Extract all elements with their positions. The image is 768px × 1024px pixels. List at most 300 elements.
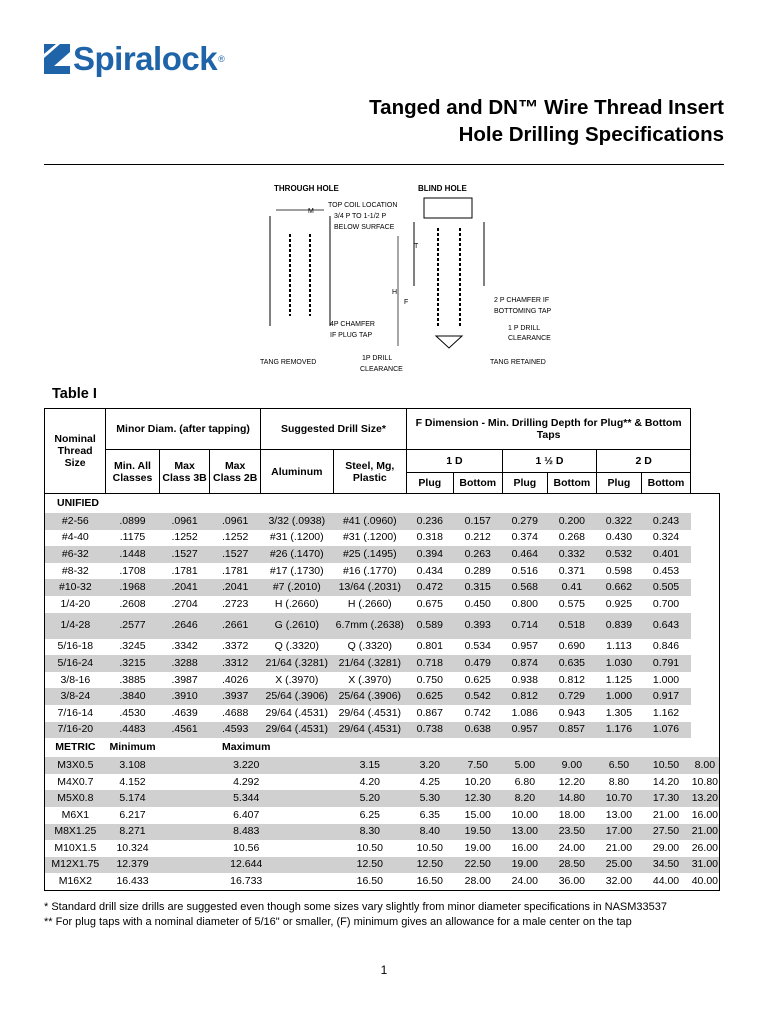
row-thread-size: M4X0.7 bbox=[57, 775, 94, 788]
table-row bbox=[45, 757, 720, 774]
table-row bbox=[45, 873, 720, 890]
row-cell: 0.750 bbox=[416, 673, 443, 686]
row-cell: 14.20 bbox=[652, 775, 680, 788]
table-row bbox=[45, 639, 720, 656]
row-cell: 6.25 bbox=[359, 808, 381, 821]
row-cell: 0.430 bbox=[605, 531, 633, 544]
table-row bbox=[45, 807, 720, 824]
row-cell: 0.322 bbox=[597, 513, 642, 530]
row-cell: .1527 bbox=[210, 546, 261, 563]
row-cell: 24.00 bbox=[558, 841, 585, 854]
row-cell: 0.472 bbox=[406, 579, 453, 596]
row-thread-size: #6-32 bbox=[45, 546, 106, 563]
row-cell: 26.00 bbox=[691, 841, 718, 854]
row-cell: H (.2660) bbox=[274, 597, 319, 610]
row-cell: .3342 bbox=[171, 640, 198, 653]
row-cell: 6.7mm (.2638) bbox=[333, 613, 406, 639]
row-cell: 0.801 bbox=[416, 640, 443, 653]
row-cell: .2661 bbox=[210, 613, 261, 639]
row-cell: 13/64 (.2031) bbox=[333, 579, 406, 596]
row-cell: 19.50 bbox=[453, 824, 502, 841]
title-line-2: Hole Drilling Specifications bbox=[458, 123, 724, 146]
header-max-2b: Max Class 2B bbox=[210, 450, 261, 494]
row-cell: 4.25 bbox=[419, 775, 441, 788]
row-cell: 16.00 bbox=[511, 841, 538, 854]
row-cell: 0.453 bbox=[652, 564, 680, 577]
row-cell: 0.568 bbox=[502, 579, 547, 596]
row-cell: #26 (.1470) bbox=[260, 546, 333, 563]
table-row bbox=[45, 546, 720, 563]
row-cell: 0.318 bbox=[416, 531, 443, 544]
row-cell: 32.00 bbox=[605, 875, 633, 888]
row-cell: 0.938 bbox=[511, 673, 538, 686]
hole-diagram bbox=[246, 176, 552, 380]
row-cell: 0.315 bbox=[453, 579, 502, 596]
row-cell: 0.542 bbox=[453, 688, 502, 705]
row-thread-size: M12X1.75 bbox=[45, 857, 106, 874]
row-cell: .4593 bbox=[210, 722, 261, 739]
row-cell: #31 (.1200) bbox=[342, 531, 397, 544]
row-cell: 29/64 (.4531) bbox=[265, 706, 329, 719]
row-thread-size: M8X1.25 bbox=[45, 824, 106, 841]
row-cell: 12.20 bbox=[558, 775, 585, 788]
row-cell: 16.50 bbox=[416, 875, 443, 888]
table-row bbox=[45, 596, 720, 613]
row-cell: 19.00 bbox=[502, 857, 547, 874]
row-cell: #16 (.1770) bbox=[342, 564, 397, 577]
row-cell: 10.20 bbox=[464, 775, 491, 788]
row-cell: .0899 bbox=[106, 513, 160, 530]
row-cell: 0.157 bbox=[453, 513, 502, 530]
row-cell: .1781 bbox=[171, 564, 198, 577]
row-cell: 29/64 (.4531) bbox=[333, 722, 406, 739]
row-cell: 0.575 bbox=[558, 597, 585, 610]
row-cell: 6.80 bbox=[514, 775, 536, 788]
table-row bbox=[45, 857, 720, 874]
row-cell: 29.00 bbox=[652, 841, 680, 854]
row-cell: 29/64 (.4531) bbox=[338, 706, 402, 719]
row-cell: 4.152 bbox=[119, 775, 146, 788]
row-cell: 0.867 bbox=[416, 706, 443, 719]
row-cell: 3.220 bbox=[159, 757, 333, 774]
header-bottom: Bottom bbox=[641, 473, 690, 494]
row-thread-size: 3/8-16 bbox=[60, 673, 91, 686]
header-plug: Plug bbox=[597, 473, 642, 494]
row-cell: #41 (.0960) bbox=[333, 513, 406, 530]
row-thread-size: 7/16-14 bbox=[57, 706, 94, 719]
diagram-top-coil-3: BELOW SURFACE bbox=[334, 224, 395, 231]
section-unified: UNIFIED bbox=[57, 497, 99, 509]
row-cell: #7 (.2010) bbox=[260, 579, 333, 596]
brand-name: Spiralock bbox=[73, 40, 218, 77]
row-cell: 0.675 bbox=[416, 597, 443, 610]
row-cell: 6.35 bbox=[419, 808, 441, 821]
row-cell: 0.243 bbox=[641, 513, 690, 530]
row-cell: 36.00 bbox=[558, 875, 585, 888]
diagram-drill-clear-r1: 1 P DRILL bbox=[508, 325, 541, 332]
row-cell: 8.40 bbox=[406, 824, 453, 841]
row-cell: 0.635 bbox=[547, 655, 596, 672]
row-cell: 3/32 (.0938) bbox=[260, 513, 333, 530]
row-cell: 0.505 bbox=[641, 579, 690, 596]
row-cell: 21/64 (.3281) bbox=[260, 655, 333, 672]
page-number: 1 bbox=[380, 963, 388, 977]
table-row bbox=[45, 824, 720, 841]
row-cell: #17 (.1730) bbox=[269, 564, 324, 577]
row-cell: 8.483 bbox=[159, 824, 333, 841]
row-cell: 0.714 bbox=[502, 613, 547, 639]
spiralock-logo-icon bbox=[44, 44, 70, 74]
row-cell: 6.217 bbox=[119, 808, 146, 821]
row-cell: 10.70 bbox=[597, 790, 642, 807]
header-aluminum: Aluminum bbox=[260, 450, 333, 494]
row-thread-size: 1/4-20 bbox=[60, 597, 91, 610]
row-cell: 3.15 bbox=[333, 757, 406, 774]
row-cell: 8.271 bbox=[106, 824, 160, 841]
diagram-f-label: F bbox=[404, 299, 409, 306]
row-cell: 10.56 bbox=[233, 841, 260, 854]
row-cell: 0.268 bbox=[558, 531, 585, 544]
row-cell: 23.50 bbox=[547, 824, 596, 841]
header-min-all: Min. All Classes bbox=[106, 450, 160, 494]
table-row bbox=[45, 613, 720, 639]
row-cell: 21.00 bbox=[691, 824, 720, 841]
row-cell: .4688 bbox=[222, 706, 249, 719]
row-cell: 28.00 bbox=[464, 875, 491, 888]
header-bottom: Bottom bbox=[547, 473, 596, 494]
row-cell: 9.00 bbox=[547, 757, 596, 774]
diagram-blind-hole-label: BLIND HOLE bbox=[418, 184, 467, 193]
row-cell: 0.450 bbox=[464, 597, 491, 610]
table-row bbox=[45, 513, 720, 530]
row-cell: 8.20 bbox=[502, 790, 547, 807]
row-thread-size: #2-56 bbox=[45, 513, 106, 530]
row-cell: 10.50 bbox=[356, 841, 383, 854]
diagram-h-label: H bbox=[392, 289, 398, 296]
row-cell: 1.305 bbox=[605, 706, 633, 719]
row-cell: 5.20 bbox=[333, 790, 406, 807]
title-divider bbox=[44, 164, 724, 165]
row-cell: 4.292 bbox=[233, 775, 260, 788]
row-cell: 0.625 bbox=[406, 688, 453, 705]
diagram-tang-removed: TANG REMOVED bbox=[260, 359, 317, 366]
row-cell: 0.518 bbox=[547, 613, 596, 639]
row-thread-size: #4-40 bbox=[61, 531, 89, 544]
row-cell: 0.200 bbox=[547, 513, 596, 530]
diagram-top-coil-1: TOP COIL LOCATION bbox=[328, 202, 398, 209]
row-cell: 0.738 bbox=[406, 722, 453, 739]
header-nominal: Nominal Thread Size bbox=[45, 409, 106, 494]
footnotes bbox=[44, 900, 667, 930]
row-cell: 29/64 (.4531) bbox=[260, 722, 333, 739]
row-cell: 0.625 bbox=[464, 673, 491, 686]
row-cell: 12.50 bbox=[406, 857, 453, 874]
row-cell: 1.086 bbox=[511, 706, 538, 719]
row-thread-size: 5/16-18 bbox=[57, 640, 94, 653]
row-cell: .4026 bbox=[222, 673, 249, 686]
row-cell: .0961 bbox=[159, 513, 210, 530]
header-minor: Minor Diam. (after tapping) bbox=[106, 409, 261, 450]
row-cell: 0.812 bbox=[558, 673, 585, 686]
row-cell: .3987 bbox=[171, 673, 198, 686]
metric-max-label: Maximum bbox=[221, 741, 271, 754]
table-row bbox=[45, 530, 720, 547]
row-cell: .4561 bbox=[159, 722, 210, 739]
row-cell: .2723 bbox=[222, 597, 249, 610]
table-row bbox=[45, 672, 720, 689]
row-cell: 16.50 bbox=[356, 875, 383, 888]
row-cell: 0.589 bbox=[406, 613, 453, 639]
row-cell: 0.917 bbox=[641, 688, 690, 705]
row-cell: 34.50 bbox=[641, 857, 690, 874]
header-drill: Suggested Drill Size* bbox=[260, 409, 406, 450]
row-cell: 0.236 bbox=[406, 513, 453, 530]
row-cell: 8.00 bbox=[691, 757, 720, 774]
row-cell: 1.176 bbox=[597, 722, 642, 739]
row-cell: 44.00 bbox=[652, 875, 680, 888]
header-1-5d: 1 ½ D bbox=[502, 450, 596, 473]
row-cell: .3215 bbox=[106, 655, 160, 672]
row-cell: .1781 bbox=[222, 564, 249, 577]
row-cell: .4639 bbox=[171, 706, 198, 719]
table-row bbox=[45, 579, 720, 596]
header-plug: Plug bbox=[502, 473, 547, 494]
row-cell: 13.00 bbox=[605, 808, 633, 821]
row-cell: 0.662 bbox=[597, 579, 642, 596]
row-cell: 1.076 bbox=[641, 722, 690, 739]
row-cell: 0.598 bbox=[605, 564, 633, 577]
footnote-1: * Standard drill size drills are suggested even though some sizes vary slightly from minor diameter specifications in NASM33537 bbox=[44, 901, 668, 913]
row-cell: .2041 bbox=[159, 579, 210, 596]
row-cell: 0.516 bbox=[511, 564, 538, 577]
row-cell: .3288 bbox=[159, 655, 210, 672]
row-cell: 1.162 bbox=[652, 706, 680, 719]
row-cell: 25/64 (.3906) bbox=[260, 688, 333, 705]
row-cell: 0.925 bbox=[605, 597, 633, 610]
row-cell: 0.812 bbox=[502, 688, 547, 705]
row-cell: 17.00 bbox=[597, 824, 642, 841]
row-cell: 0.371 bbox=[558, 564, 585, 577]
row-cell: 0.718 bbox=[406, 655, 453, 672]
row-cell: 0.324 bbox=[652, 531, 680, 544]
row-cell: 0.534 bbox=[464, 640, 491, 653]
row-cell: 8.30 bbox=[333, 824, 406, 841]
header-2d: 2 D bbox=[597, 450, 691, 473]
diagram-drill-clear-b2: CLEARANCE bbox=[360, 366, 403, 373]
row-cell: 12.644 bbox=[159, 857, 333, 874]
row-cell: 0.638 bbox=[453, 722, 502, 739]
row-cell: 0.874 bbox=[502, 655, 547, 672]
drilling-spec-table bbox=[44, 408, 720, 891]
row-cell: 24.00 bbox=[511, 875, 538, 888]
row-cell: 19.00 bbox=[464, 841, 491, 854]
row-cell: 0.957 bbox=[511, 640, 538, 653]
row-cell: 1.125 bbox=[605, 673, 633, 686]
row-cell: #31 (.1200) bbox=[269, 531, 324, 544]
row-cell: 0.800 bbox=[511, 597, 538, 610]
row-cell: .2608 bbox=[119, 597, 146, 610]
row-cell: 6.407 bbox=[233, 808, 260, 821]
row-cell: 6.50 bbox=[597, 757, 642, 774]
diagram-chamfer-bottom-2: BOTTOMING TAP bbox=[494, 308, 552, 315]
row-cell: .3910 bbox=[159, 688, 210, 705]
row-cell: .4530 bbox=[119, 706, 146, 719]
title-line-1: Tanged and DN™ Wire Thread Insert bbox=[369, 96, 724, 119]
row-cell: Q (.3320) bbox=[347, 640, 392, 653]
row-cell: 0.839 bbox=[597, 613, 642, 639]
row-cell: 10.324 bbox=[116, 841, 149, 854]
row-cell: .3937 bbox=[210, 688, 261, 705]
row-cell: 12.50 bbox=[333, 857, 406, 874]
row-cell: 0.857 bbox=[547, 722, 596, 739]
row-cell: 0.729 bbox=[547, 688, 596, 705]
row-thread-size: 1/4-28 bbox=[45, 613, 106, 639]
row-cell: 0.374 bbox=[511, 531, 538, 544]
row-cell: 0.263 bbox=[453, 546, 502, 563]
row-cell: .3885 bbox=[119, 673, 146, 686]
row-cell: .3312 bbox=[210, 655, 261, 672]
row-cell: 3.20 bbox=[406, 757, 453, 774]
row-cell: 40.00 bbox=[691, 875, 718, 888]
row-thread-size: #8-32 bbox=[61, 564, 89, 577]
diagram-drill-clear-r2: CLEARANCE bbox=[508, 335, 551, 342]
row-cell: 1.113 bbox=[606, 640, 632, 653]
row-thread-size: M10X1.5 bbox=[54, 841, 97, 854]
row-cell: .1252 bbox=[222, 531, 249, 544]
diagram-chamfer-plug-2: IF PLUG TAP bbox=[330, 332, 373, 339]
row-cell: 5.174 bbox=[106, 790, 160, 807]
row-cell: 0.464 bbox=[502, 546, 547, 563]
footnote-2: ** For plug taps with a nominal diameter of 5/16" or smaller, (F) minimum gives an allowance for a male center on the tap bbox=[44, 916, 632, 928]
row-cell: 21.00 bbox=[605, 841, 633, 854]
row-cell: G (.2610) bbox=[260, 613, 333, 639]
table-row bbox=[45, 688, 720, 705]
table-label: Table I bbox=[52, 386, 97, 402]
header-plug: Plug bbox=[406, 473, 453, 494]
row-cell: 3.108 bbox=[106, 757, 160, 774]
spiralock-logo bbox=[44, 42, 225, 75]
row-cell: 0.212 bbox=[464, 531, 491, 544]
row-cell: 13.00 bbox=[502, 824, 547, 841]
row-cell: .3245 bbox=[119, 640, 146, 653]
row-cell: 16.433 bbox=[116, 875, 149, 888]
row-cell: 21.00 bbox=[652, 808, 680, 821]
row-cell: .3372 bbox=[222, 640, 249, 653]
row-cell: 14.80 bbox=[547, 790, 596, 807]
row-cell: 22.50 bbox=[453, 857, 502, 874]
row-cell: 12.30 bbox=[453, 790, 502, 807]
row-cell: 0.643 bbox=[641, 613, 690, 639]
row-cell: 17.30 bbox=[641, 790, 690, 807]
row-thread-size: 5/16-24 bbox=[45, 655, 106, 672]
row-cell: .2577 bbox=[106, 613, 160, 639]
header-max-3b: Max Class 3B bbox=[159, 450, 210, 494]
header-fdim: F Dimension - Min. Drilling Depth for Plug** & Bottom Taps bbox=[406, 409, 690, 450]
row-cell: 1.000 bbox=[597, 688, 642, 705]
diagram-drill-clear-b1: 1P DRILL bbox=[362, 355, 393, 362]
row-cell: 13.20 bbox=[691, 790, 720, 807]
row-cell: .1448 bbox=[106, 546, 160, 563]
diagram-through-hole-label: THROUGH HOLE bbox=[274, 184, 339, 193]
row-cell: 1.030 bbox=[597, 655, 642, 672]
row-cell: 25.00 bbox=[597, 857, 642, 874]
section-metric bbox=[45, 738, 720, 757]
row-cell: 0.957 bbox=[502, 722, 547, 739]
row-cell: 0.332 bbox=[547, 546, 596, 563]
row-cell: #25 (.1495) bbox=[333, 546, 406, 563]
row-cell: .0961 bbox=[210, 513, 261, 530]
diagram-top-coil-2: 3/4 P TO 1-1/2 P bbox=[334, 213, 387, 220]
row-cell: 31.00 bbox=[691, 857, 720, 874]
row-cell: X (.3970) bbox=[348, 673, 392, 686]
row-cell: 18.00 bbox=[558, 808, 585, 821]
row-cell: X (.3970) bbox=[275, 673, 319, 686]
row-cell: H (.2660) bbox=[347, 597, 392, 610]
brand-reg: ® bbox=[218, 53, 225, 64]
row-cell: 0.700 bbox=[652, 597, 680, 610]
header-steel: Steel, Mg, Plastic bbox=[333, 450, 406, 494]
row-cell: 0.394 bbox=[406, 546, 453, 563]
row-cell: 5.30 bbox=[406, 790, 453, 807]
row-thread-size: M6X1 bbox=[61, 808, 90, 821]
row-cell: 0.690 bbox=[558, 640, 585, 653]
row-cell: .1968 bbox=[106, 579, 160, 596]
row-cell: 0.401 bbox=[641, 546, 690, 563]
metric-label: METRIC bbox=[55, 741, 96, 754]
row-cell: Q (.3320) bbox=[274, 640, 319, 653]
row-cell: .1708 bbox=[119, 564, 146, 577]
metric-min-label: Minimum bbox=[109, 741, 156, 754]
header-1d: 1 D bbox=[406, 450, 502, 473]
page-title bbox=[369, 94, 724, 148]
row-cell: .1175 bbox=[119, 531, 146, 544]
row-cell: 0.41 bbox=[547, 579, 596, 596]
row-cell: .1252 bbox=[171, 531, 198, 544]
row-cell: 8.80 bbox=[608, 775, 630, 788]
row-thread-size: 7/16-20 bbox=[45, 722, 106, 739]
row-cell: 16.00 bbox=[691, 808, 718, 821]
diagram-t-label: T bbox=[414, 243, 419, 250]
row-cell: 21/64 (.3281) bbox=[333, 655, 406, 672]
row-cell: .2646 bbox=[159, 613, 210, 639]
table-row bbox=[45, 655, 720, 672]
row-cell: .1527 bbox=[159, 546, 210, 563]
row-cell: 10.50 bbox=[641, 757, 690, 774]
row-cell: 0.393 bbox=[453, 613, 502, 639]
row-cell: 0.846 bbox=[652, 640, 680, 653]
row-cell: .3840 bbox=[106, 688, 160, 705]
row-cell: 16.733 bbox=[230, 875, 263, 888]
row-cell: 0.791 bbox=[641, 655, 690, 672]
row-cell: .2041 bbox=[210, 579, 261, 596]
row-cell: 10.80 bbox=[691, 775, 718, 788]
header-bottom: Bottom bbox=[453, 473, 502, 494]
row-thread-size: #10-32 bbox=[45, 579, 106, 596]
row-thread-size: M16X2 bbox=[58, 875, 92, 888]
row-cell: 12.379 bbox=[106, 857, 160, 874]
row-cell: 0.943 bbox=[558, 706, 585, 719]
diagram-tang-retained: TANG RETAINED bbox=[490, 359, 546, 366]
table-row bbox=[45, 705, 720, 722]
diagram-chamfer-plug-1: 4P CHAMFER bbox=[330, 321, 375, 328]
table-row bbox=[45, 790, 720, 807]
row-cell: .2704 bbox=[171, 597, 198, 610]
row-cell: 5.344 bbox=[159, 790, 333, 807]
row-cell: 0.742 bbox=[464, 706, 491, 719]
row-cell: 15.00 bbox=[464, 808, 491, 821]
row-cell: 28.50 bbox=[547, 857, 596, 874]
row-cell: .4483 bbox=[106, 722, 160, 739]
